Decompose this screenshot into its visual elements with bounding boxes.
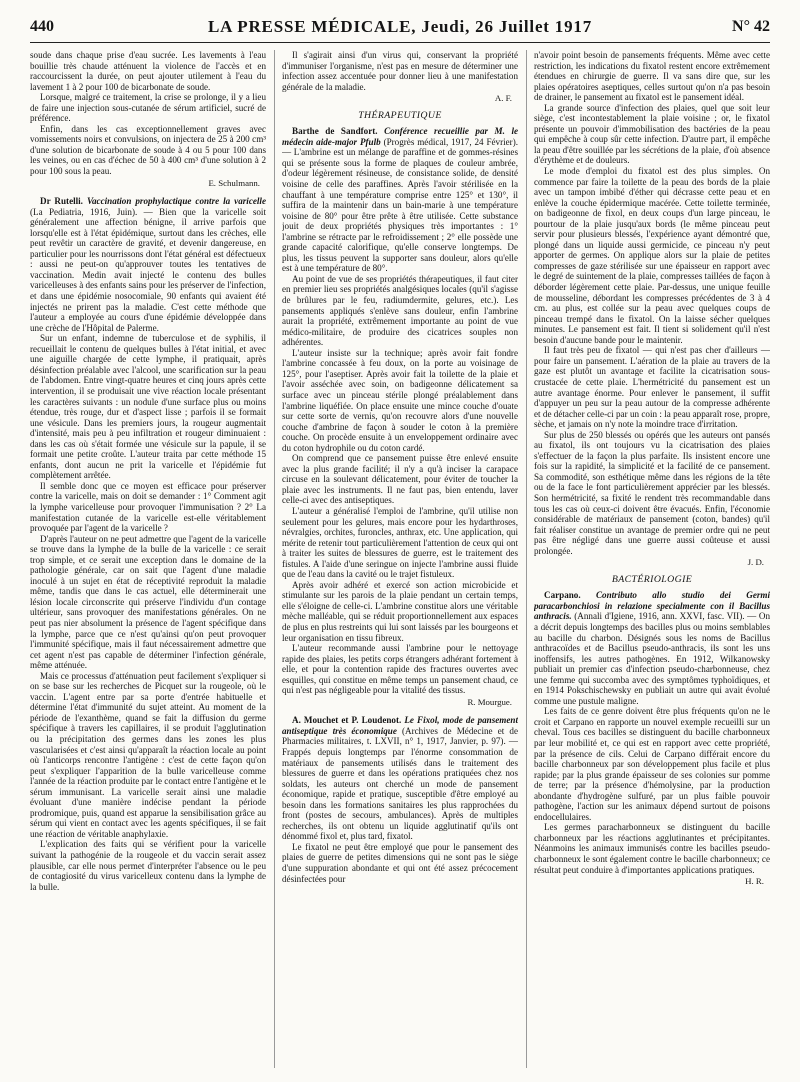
paragraph: Il s'agirait ainsi d'un virus qui, conservant la propriété d'immuniser l'organisme, n'est pas en mesure de déterminer une infection assez accentuée pour donner lieu à une manifestation générale de la maladie.: [282, 50, 518, 92]
article-lead: [282, 715, 518, 842]
column-3: [534, 50, 770, 1068]
article-title: Le Fixol, mode de pansement antiseptique très économique: [282, 715, 518, 736]
signature: R. Mourgue.: [467, 696, 512, 707]
paragraph: Le fixatol ne peut être employé que pour le pansement des plaies de guerre de petites dimensions qui ne sont pas le siège d'une suppuration abondante et qui ont été assez précocement désinfectées pour: [282, 841, 518, 884]
article-barthe: [282, 126, 518, 707]
article-author: Carpano.: [544, 590, 581, 601]
article-title: Conférence recueillie par M. le médecin aide-major Pfulb: [282, 126, 518, 147]
signature: J. D.: [747, 557, 764, 568]
column-2: [282, 50, 518, 1068]
issue-number: N° 42: [732, 18, 770, 35]
section-title: THÉRAPEUTIQUE: [358, 109, 442, 121]
paragraph: D'après l'auteur on ne peut admettre que l'agent de la varicelle se trouve dans la lymphe de la bulle de la varicelle : ce serait trop simple, et ce serait une exception dans le domaine de la pathologie générale, car on sait que l'agent d'une maladie inoculé à un sujet en état de réceptivité reproduit la maladie même, tandis que dans le cas actuel, elle déterminerait une lésion locale circonscrite qui préserve l'individu d'un contage ultérieur, sans provoquer des manifestations générales. On ne peut pas nier absolument la présence de l'agent spécifique dans la lymphe, parce que ce n'est qu'ainsi qu'on peut provoquer l'immunité spécifique, mais il faut nécessairement admettre que cet agent n'est pas capable de déterminer l'infection générale, même atténuée.: [30, 533, 266, 671]
article-author: Dr Rutelli.: [40, 196, 83, 207]
paragraph: Il semble donc que ce moyen est efficace pour préserver contre la varicelle, mais on doit se demander : 1° Comment agit la lymphe varicelleuse pour provoquer l'immunisation ? 2° La manifestation cutanée de la varicelle est-elle véritablement provoquée par l'agent de la varicelle ?: [30, 480, 266, 534]
article-source: (Progrès médical, 1917, 24 Février).: [383, 136, 518, 147]
column-1: [30, 50, 266, 1068]
paragraph: Après avoir adhéré et exercé son action microbicide et stimulante sur les parois de la plaie pendant un certain temps, elle s'éloigne de celle-ci. L'ambrine constitue alors une véritable mèche malléable, qui se réduit proportionnellement aux espaces de plus en plus restreints qui lui sont laissés par les bourgeons et leur organisation en tissu fibreux.: [282, 579, 518, 643]
article-mouchet: [282, 715, 518, 884]
paragraph: Sur un enfant, indemne de tuberculose et de syphilis, il recueillait le contenu de quelques bulles à l'état initial, et avec une aiguille chargée de cette lymphe, il pratiquait, après désinfection préalable avec l'alcool, une scarification sur la peau de l'abdomen. Entre vingt-quatre heures et cinq jours après cette intervention, il se produisait une vive réaction locale présentant les caractères suivants : un nodule d'une surface plus ou moins étendue, très rouge, dur et d'aspect lisse ; parfois il se formait une vésicule. Dans les premiers jours, la rougeur augmentait d'intensité, mais peu à peu infiltration et rougeur diminuaient : dans les cas où s'était formée une vésicule sur la papule, il se formait une petite croûte. L'auteur traita par cette méthode 15 enfants, dont aucun ne prit la varicelle et l'épidémie fut complètement arrêtée.: [30, 333, 266, 481]
paragraph: L'auteur insiste sur la technique; après avoir fait fondre l'ambrine concassée à feu doux, on la porte au voisinage de 125°, pour l'aseptiser. Après avoir fait la toilette de la plaie et l'avoir asséchée avec soin, on badigeonne délicatement sa surface avec un pinceau stérile plongé préalablement dans l'ambrine liquéfiée. On place ensuite une mince couche d'ouate sur cette sorte de vernis, qu'on recouvre alors d'une nouvelle couche d'ambrine de façon à souder le coton à la première couche. On procède ensuite à un enveloppement ordinaire avec du coton hydrophile ou du coton cardé.: [282, 347, 518, 453]
article-lead: [282, 126, 518, 274]
article-author: A. Mouchet et P. Loudenot.: [292, 715, 402, 726]
paragraph: Les faits de ce genre doivent être plus fréquents qu'on ne le croit et Carpano en rapporte un nouvel exemple recueilli sur un cheval. Tous ces bacilles se distinguent du bacille charbonneux par leur mobilité et, ce qui est en rapport avec cette propriété, par la présence de cils. Celui de Carpano différait encore du bacille charbonneux par son développement plus facile et plus rapide; par la plus grande épaisseur de ses colonies sur pomme de terre; par la présence d'hémolysine, par la production abondante d'hydrogène sulfuré, par un plus faible pouvoir pathogène, l'action sur les animaux dépend surtout de poisons endocellulaires.: [534, 706, 770, 822]
paragraph: L'auteur a généralisé l'emploi de l'ambrine, qu'il utilise non seulement pour les gelures, mais encore pour les hydarthroses, névralgies, orchites, furoncles, anthrax, etc. Une application, qui mérite de retenir tout particulièrement l'attention de ceux qui ont à traiter les suites de blessures de guerre, est le traitement des fistules. A l'aide d'une seringue on injecte l'ambrine aussi fluide que de l'eau dans la cavité ou le trajet fistuleux.: [282, 505, 518, 580]
paragraph: L'explication des faits qui se vérifient pour la varicelle suivant la pathogénie de la rougeole et du vaccin serait assez plausible, car elle nous permet d'interpréter l'absence ou le peu de contagiosité du virus varicelleux contenu dans la lymphe de la bulle.: [30, 839, 266, 892]
running-title: LA PRESSE MÉDICALE, Jeudi, 26 Juillet 1917: [207, 17, 593, 36]
paragraph: La grande source d'infection des plaies, quel que soit leur siège, c'est incontestablement la plaie voisine ; or, le fixatol présente un pouvoir d'immobilisation des bactéries de la peau qui empêche à coup sûr cette infection. D'autre part, il empêche la peau d'être souillée par les sécrétions de la plaie, d'où absence d'érythème et de douleurs.: [534, 102, 770, 166]
article-lead: [30, 196, 266, 333]
paragraph: n'avoir point besoin de pansements fréquents. Même avec cette restriction, les indications du fixatol restent encore extrêmement étendues en chirurgie de guerre. Il va sans dire que, sur les plaies opératoires aseptiques, celles surtout qu'on n'a pas besoin de drainer, le pansement au fixatol est le pansement idéal.: [534, 50, 770, 103]
article-continuation: [30, 50, 266, 188]
section-title: BACTÉRIOLOGIE: [611, 573, 693, 585]
article-continuation: [534, 50, 770, 568]
article-source: (Archives de Médecine et de Pharmacies militaires, t. LXVII, n° 1, 1917, Janvier, p. 97).: [282, 725, 518, 747]
article-continuation: [282, 50, 518, 104]
paragraph: — On a décrit depuis longtemps des bacilles plus ou moins semblables au bacille du charbon. Désignés sous les noms de Bacillus anthracoïdes et de Bacillus pseudo-anthracis, ils sont les uns inoffensifs, les autres pathogènes. En 1912, Wilkanowsky publiait un premier cas d'infection pseudo-charbonneuse, chez une femme qui succomba avec des symptômes typhoïdiques, et en 1914 Pokschischewsky en publiait un autre qui avait évolué comme une pustule maligne.: [534, 611, 770, 706]
article-lead: [534, 590, 770, 706]
column-divider: [274, 50, 275, 1068]
article-rutelli: [30, 196, 266, 892]
paragraph: Il faut très peu de fixatol — qui n'est pas cher d'ailleurs — pour faire un pansement. L'aération de la plaie au travers de la gaze est plutôt un avantage et facilite la cicatrisation sous-crustacée de cette plaie. L'hermétricité du pansement est un autre avantage énorme. Pour enlever le pansement, il suffit d'appuyer un peu sur la peau autour de la compresse adhérente et de détacher celle-ci par un coin : la peau apparaît rose, propre, sèche, et jamais on n'y note la moindre trace d'irritation.: [534, 345, 770, 430]
paragraph: soude dans chaque prise d'eau sucrée. Les lavements à l'eau bouillie très chaude atténuent la violence de l'accès et en raccourcissent la durée, on peut ajouter utilement à l'eau du lavement 1 à 2 pour 100 de bicarbonate de soude.: [30, 50, 266, 92]
paragraph: — Bien que la varicelle soit généralement une affection bénigne, il arrive parfois que lorsqu'elle est à l'état épidémique, surtout dans les crèches, elle peut revêtir un caractère de gravité, et devenir dangereuse, en particulier pour les nourrissons dont l'état général est défectueux : aussi ne peut-on qu'approuver toutes les tentatives de vaccination. Medin avait injecté le contenu des bulles varicelleuses à des enfants sains pour les préserver de l'infection, et dans une épidémie nosocomiale, 90 enfants qui avaient été injectés ne prirent pas la maladie. C'est cette méthode que l'auteur a employée au cours d'une épidémie développée dans une crèche de l'Hôpital de Palerme.: [30, 206, 266, 333]
article-carpano: [534, 590, 770, 886]
paragraph: L'auteur recommande aussi l'ambrine pour le nettoyage rapide des plaies, les petits corps étrangers adhérant fortement à elle, et pour la contention rapide des fractures ouvertes avec esquilles, qui constitue en même temps un pansement chaud, ce qui n'est pas négligeable pour la vitalité des tissus.: [282, 643, 518, 696]
paragraph: Sur plus de 250 blessés ou opérés que les auteurs ont pansés au fixatol, ils ont toujours vu la cicatrisation des plaies s'effectuer de la façon la plus parfaite. Ils insistent encore une fois sur la rapidité, la simplicité et la facilité de ce pansement. Sa commodité, son esthétique même dans les régions de la tête ou de la face le font particulièrement apprécier par les blessés. Son hermétricité, sa fixité le rendent très recommandable dans tous les cas où ceux-ci doivent être évacués. Enfin, l'économie considérable de matériaux de pansement (coton, bandes) qu'il fait réaliser constitue un avantage de premier ordre qui ne peut pas être négligé dans une guerre aussi coûteuse et aussi prolongée.: [534, 429, 770, 556]
paragraph: Le mode d'emploi du fixatol est des plus simples. On commence par faire la toilette de la peau des bords de la plaie avec un tampon imbibé d'éther qui décrasse cette peau et en enlève la couche épidermique macérée. Cette toilette terminée, on badigeonne de fixol, en deux coups d'un large pinceau, le pourtour de la plaie jusqu'aux bords (le même pinceau peut servir pour plusieurs blessés, l'expérience ayant démontré que, plongé dans un liquide aussi germicide, ce pinceau n'y peut apporter de germes. On applique alors sur la plaie de petites compresses de gaze stérilisée sur une épaisseur en rapport avec le degré de suintement de la plaie, compresses taillées de façon à déborder légèrement cette plaie. Par-dessus, une unique feuille de mousseline, débordant les compresses précédentes de 3 à 4 cm. au plus, est collée sur la peau avec quelques coups de pinceau trempé dans le fixatol. On la laisse sécher quelques minutes. Le pansement est fait. Il tient si solidement qu'il n'est besoin d'aucune bande pour le maintenir.: [534, 166, 770, 345]
paragraph: On comprend que ce pansement puisse être enlevé ensuite avec la plus grande facilité; il n'y a qu'à inciser la carapace circuse en la soulevant délicatement, pour éviter de toucher la plaie avec les instruments. Il ne faut pas, bien entendu, laver celle-ci avec des antiseptiques.: [282, 453, 518, 506]
paragraph: Lorsque, malgré ce traitement, la crise se prolonge, il y a lieu de faire une injection sous-cutanée de sérum artificiel, sucré de préférence.: [30, 92, 266, 124]
column-divider: [526, 50, 527, 1068]
paragraph: — L'ambrine est un mélange de paraffine et de gommes-résines qui se présente sous la forme de plaques de couleur ambrée, d'odeur légèrement résineuse, de consistance solide, de densité voisine de celle des paraffines. Après l'avoir stérilisée en la chauffant à une température comprise entre 125° et 130°, il suffira de la maintenir dans un bain-marie à une température voisine de 80° pour être prête à être utilisée. Cette substance jouit de deux propriétés physiques très importantes : 1° l'ambrine se rétracte par le refroidissement ; 2° elle possède une grande capacité calorifique, qu'elle conserve longtemps. De plus, les tissus peuvent la supporter sans douleur, alors qu'elle est à une température de 80°.: [282, 147, 518, 274]
page-number: 440: [30, 18, 54, 35]
page-header: [30, 12, 770, 43]
signature: A. F.: [494, 93, 512, 104]
paragraph: — Frappés depuis longtemps par l'énorme consommation de matériaux de pansements utilisés dans le traitement des blessures de guerre et dans les opérations pratiquées chez nos soldats, les auteurs ont cherché un mode de pansement économique, rapide et pratique, susceptible d'être employé au besoin dans les formations sanitaires les plus rapprochées du front (postes de secours, ambulances). Après de multiples recherches, ils ont obtenu un liquide agglutinatif qu'ils ont dénommé fixol et, plus tard, fixatol.: [282, 736, 518, 842]
article-source: (La Pediatria, 1916, Juin).: [30, 206, 138, 217]
paragraph: Les germes paracharbonneux se distinguent du bacille charbonneux par les réactions agglutinantes et précipitantes. Néanmoins les animaux immunisés contre les bacilles pseudo-charbonneux le sont également contre le bacille charbonneux; ce résultat peut conduire à d'importantes applications pratiques.: [534, 822, 770, 875]
paragraph: Au point de vue de ses propriétés thérapeutiques, il faut citer en premier lieu ses propriétés analgésiques locales (qu'il s'agisse de brûlures par le feu, radiumdermite, gelures, etc.). Les pansements appliqués s'enlève sans douleur, enfin l'ambrine aurait la propriété, extrêmement importante au point de vue médico-militaire, de produire des cicatrices souples non adhérentes.: [282, 273, 518, 348]
paragraph: Enfin, dans les cas exceptionnellement graves avec vomissements noirs et convulsions, on injectera de 25 à 200 cm³ d'une solution de bicarbonate de soude à 4 ou 5 pour 100 dans les veines, ou en cas d'échec de 50 à 400 cm³ d'une solution à 2 pour 100 sous la peau.: [30, 123, 266, 177]
signature: H. R.: [745, 876, 764, 887]
signature: E. Schulmann.: [208, 177, 260, 188]
article-title: Contributo allo studio dei Germi paracarbonchiosi in relazione specialmente con il Bacillus anthracis.: [534, 590, 770, 622]
paragraph: Mais ce processus d'atténuation peut facilement s'expliquer si on se base sur les recherches de Picquet sur la rougeole, où le vaccin. L'agent entre par sa porte d'entrée habituelle et détermine l'état d'immunité du sujet atteint. Au moment de la période de l'exanthème, quand se fait la diffusion du germe spécifique à travers les capillaires, il se produit l'agglutination ou la précipitation des germes dans les zones les plus vascularisées et c'est ainsi qu'apparaît la réaction locale au point où l'anticorps rencontre l'antigène : c'est de cette façon qu'on peut s'expliquer l'apparition de la bulle varicelleuse comme l'année de la réaction produite par le contact entre l'antigène et le sérum immunisant. La varicelle serait ainsi une maladie évoluant d'une manière indécise pendant la période prodromique, puis, quand est apparue la sensibilisation grâce au sérum qui vient en contact avec les agents spécifiques, il se fait une réaction de véritable anaphylaxie.: [30, 670, 266, 839]
article-title: Vaccination prophylactique contre la varicelle: [86, 196, 266, 207]
article-source: (Annali d'Igiene, 1916, ann. XXVI, fasc. VII).: [574, 611, 745, 622]
article-author: Barthe de Sandfort.: [292, 126, 378, 137]
